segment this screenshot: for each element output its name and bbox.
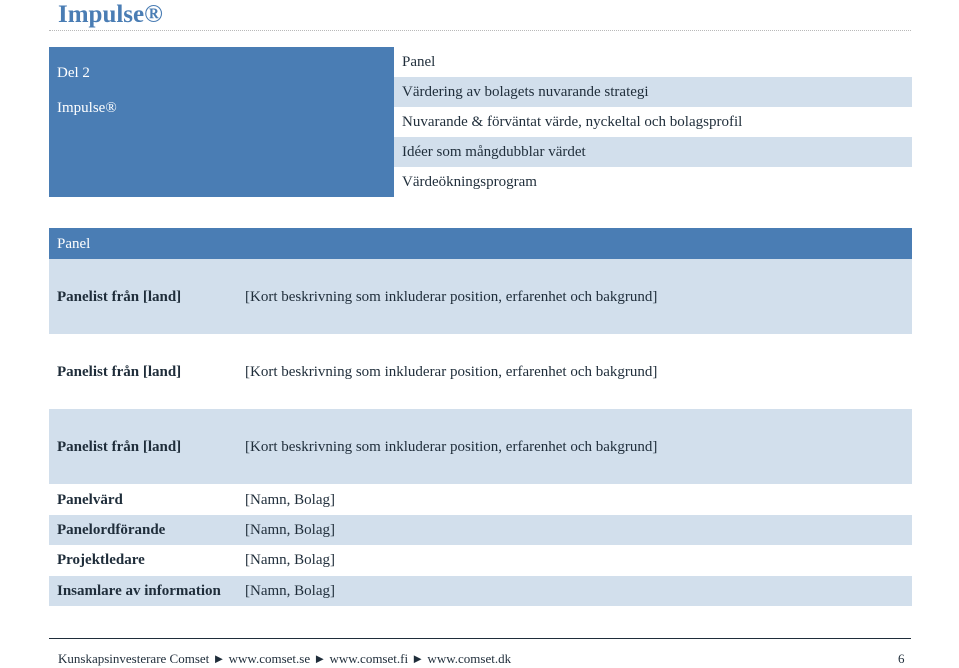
agenda-item: Värdeökningsprogram (402, 174, 537, 190)
panelist-name: Panelist från [land] (57, 439, 182, 455)
role-title: Projektledare (57, 552, 145, 568)
page-number: 6 (898, 651, 905, 666)
panelist-description: [Kort beskrivning som inkluderar position, erfarenhet och bakgrund] (245, 289, 658, 305)
role-person: [Namn, Bolag] (245, 552, 335, 568)
panelist-row (49, 259, 912, 334)
panelist-row (49, 334, 912, 409)
panelist-name: Panelist från [land] (57, 364, 182, 380)
section-number: Del 2 (57, 65, 90, 81)
agenda-item: Nuvarande & förväntat värde, nyckeltal och bolagsprofil (402, 114, 743, 130)
panel-table-header: Panel (49, 228, 912, 259)
role-row (49, 576, 912, 606)
header-divider (49, 30, 911, 31)
agenda-item: Panel (402, 54, 436, 70)
agenda-list (394, 47, 912, 197)
footer-text: Kunskapsinvesterare Comset ► www.comset.se ► www.comset.fi ► www.comset.dk (58, 651, 512, 666)
role-person: [Namn, Bolag] (245, 522, 335, 538)
footer-divider (49, 638, 911, 639)
agenda-item: Idéer som mångdubblar värdet (394, 137, 912, 167)
role-person: [Namn, Bolag] (245, 492, 335, 508)
panelist-description: [Kort beskrivning som inkluderar position, erfarenhet och bakgrund] (245, 439, 658, 455)
role-row (49, 545, 912, 575)
role-row (49, 515, 912, 545)
panelist-name: Panelist från [land] (57, 289, 182, 305)
panelist-description: [Kort beskrivning som inkluderar position, erfarenhet och bakgrund] (245, 364, 658, 380)
role-title: Panelordförande (57, 522, 166, 538)
role-person: [Namn, Bolag] (245, 583, 335, 599)
role-title: Insamlare av information (57, 583, 221, 599)
section-name: Impulse® (57, 100, 117, 116)
agenda-item: Värdering av bolagets nuvarande strategi (394, 77, 912, 107)
panelist-row (49, 409, 912, 484)
section-label-box (49, 47, 394, 197)
role-row (49, 485, 912, 515)
role-title: Panelvärd (57, 492, 123, 508)
page-title: Impulse® (58, 1, 163, 28)
